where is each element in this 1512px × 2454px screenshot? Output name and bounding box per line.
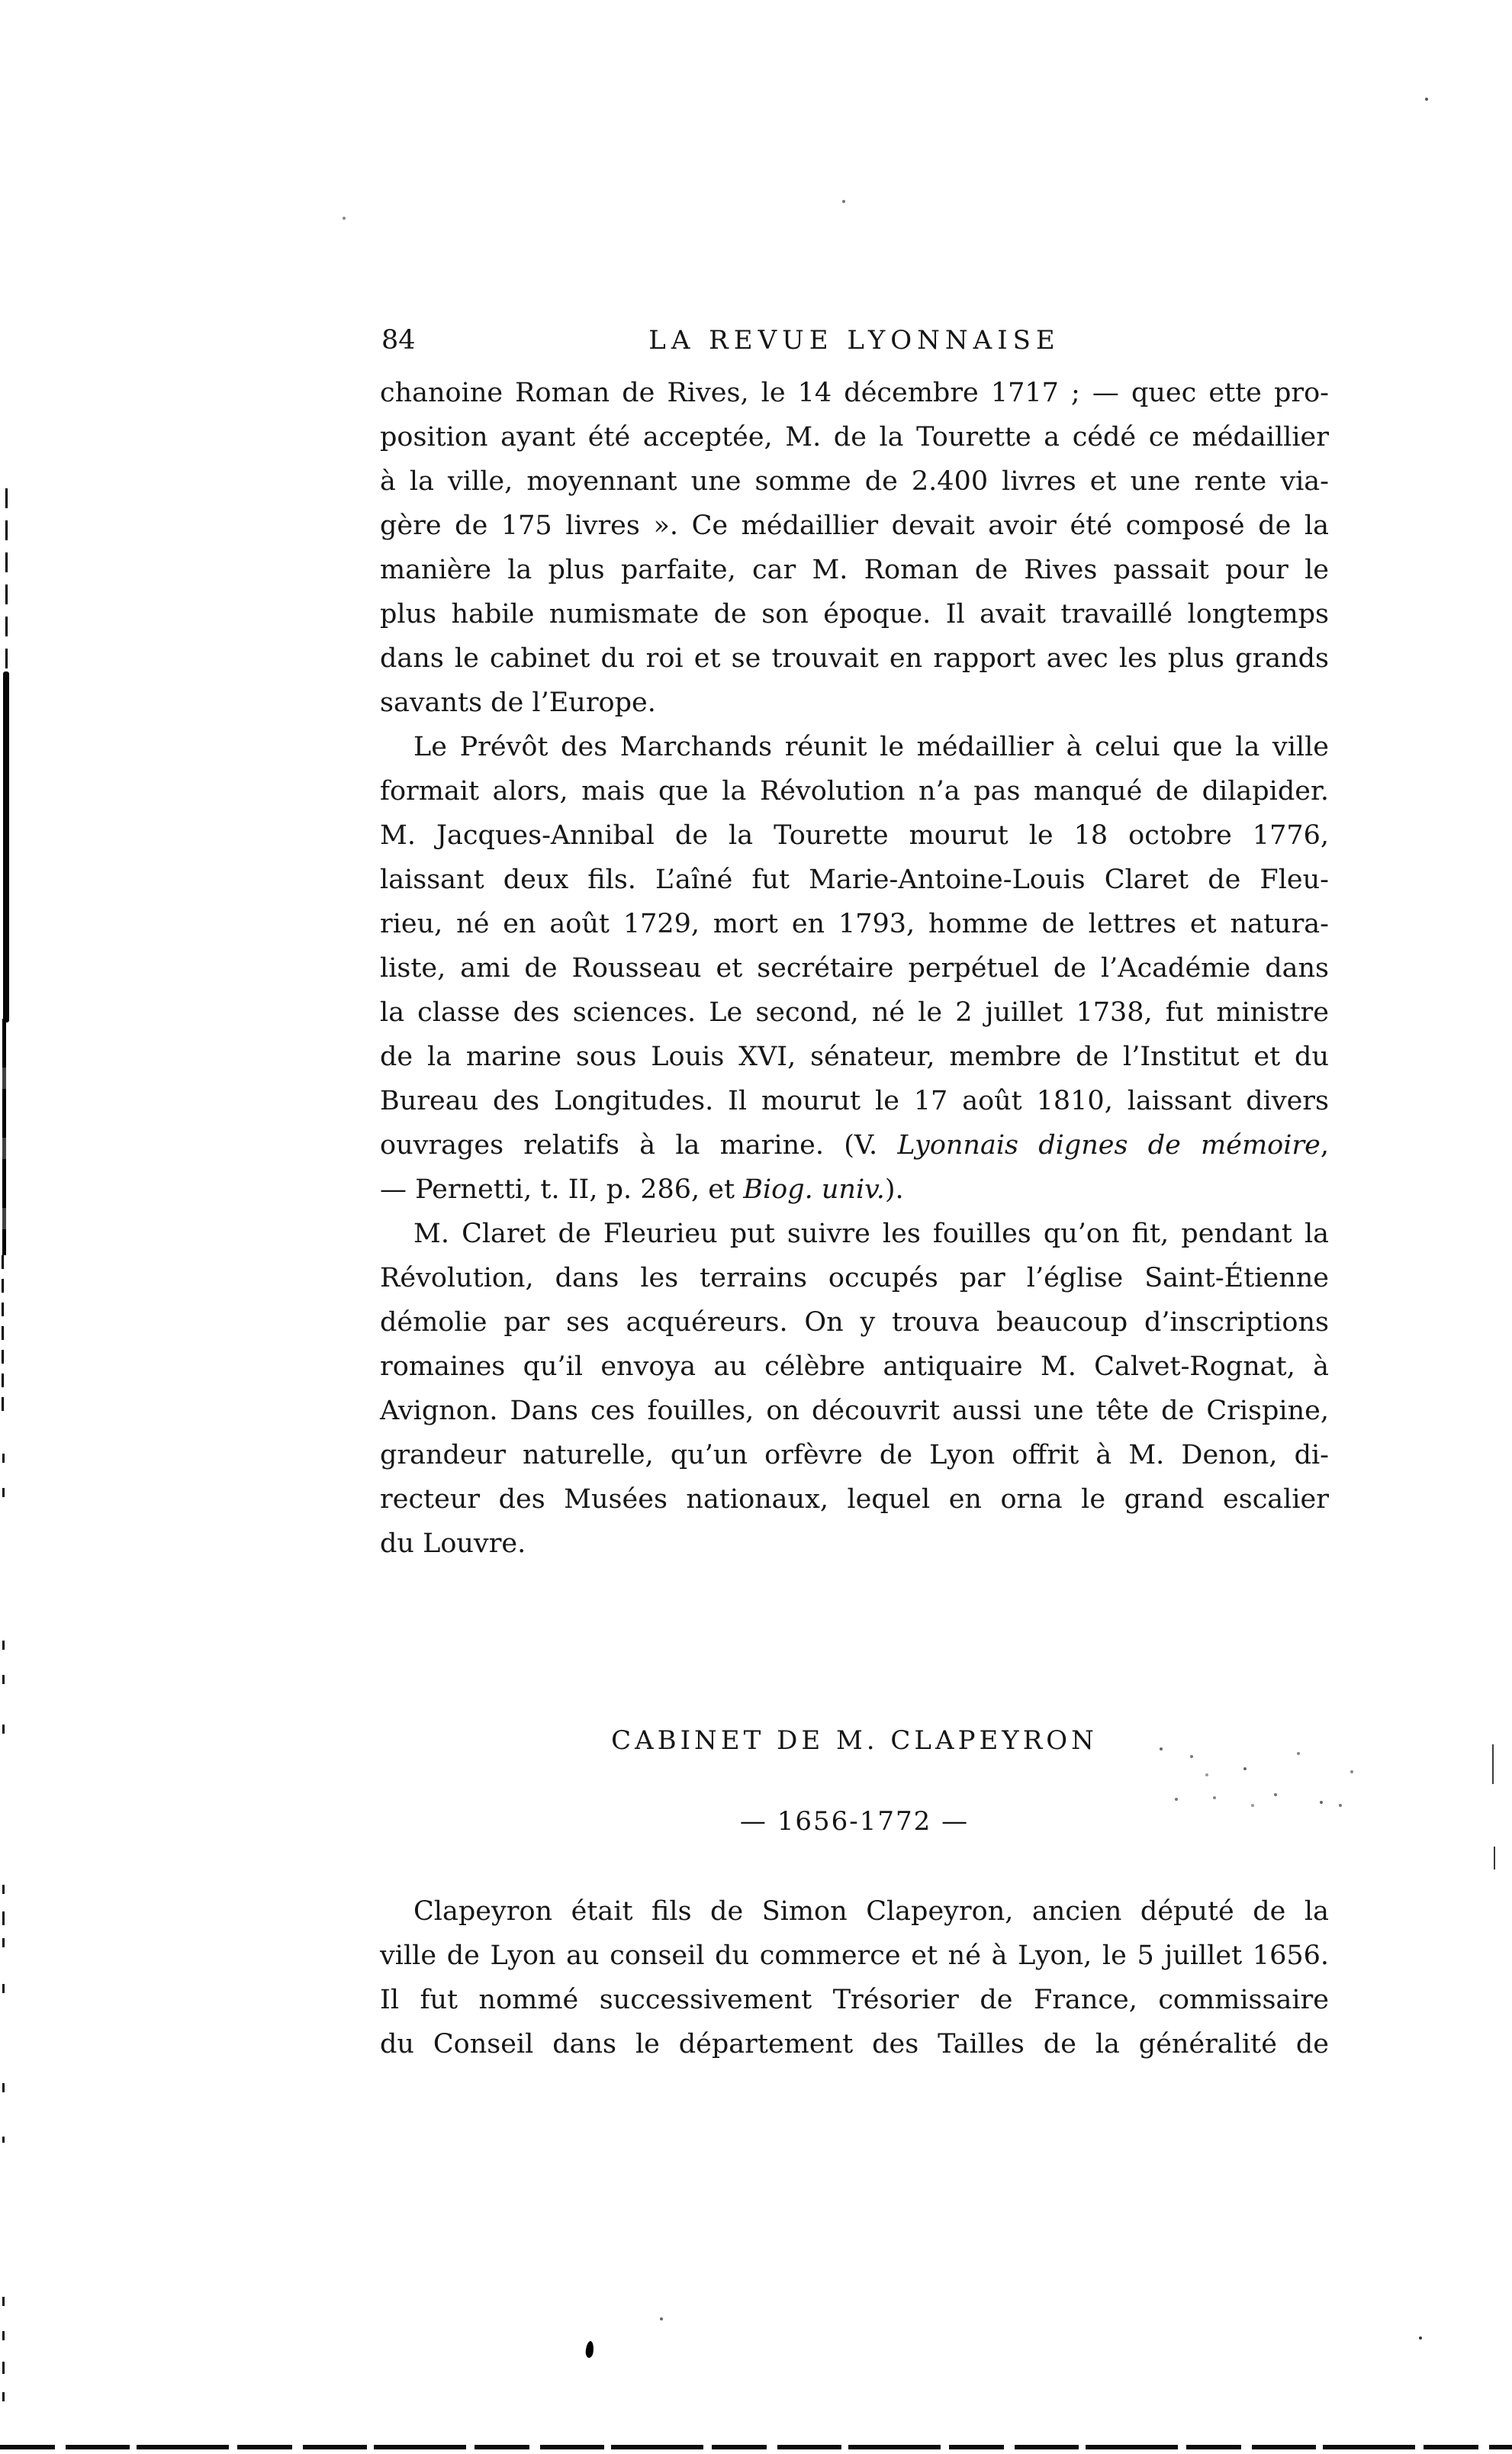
text-segment: rieu, né en août 1729, mort en 1793, homme de lettres et natura-	[380, 909, 1329, 939]
body-text	[380, 371, 1329, 2066]
text-segment: plus habile numismate de son époque. Il avait travaillé longtemps	[380, 599, 1329, 630]
scan-gutter-line	[3, 671, 9, 1022]
text-line	[380, 946, 1329, 990]
text-segment: démolie par ses acquéreurs. On y trouva beaucoup d’inscriptions	[380, 1307, 1329, 1338]
text-segment: formait alors, mais que la Révolution n’a pas manqué de dilapider.	[380, 776, 1329, 807]
text-line	[380, 1079, 1329, 1123]
text-segment: liste, ami de Rousseau et secrétaire perpétuel de l’Académie dans	[380, 953, 1329, 984]
scan-speck	[2, 1911, 5, 1925]
text-segment: position ayant été acceptée, M. de la Tourette a cédé ce médaillier	[380, 422, 1329, 452]
scan-speck	[2, 1454, 5, 1463]
scan-speck	[660, 2317, 663, 2320]
text-line	[380, 2022, 1329, 2066]
text-segment: du Louvre.	[380, 1528, 526, 1559]
paragraphs-top	[380, 371, 1329, 1566]
text-segment: — Pernetti, t. II, p. 286, et	[380, 1174, 744, 1205]
text-line	[380, 990, 1329, 1035]
page-header	[380, 324, 1329, 357]
scan-speck	[2, 1675, 5, 1684]
text-segment: ,	[1320, 1130, 1329, 1161]
text-line	[380, 1889, 1329, 1934]
paragraph	[380, 1212, 1329, 1566]
scan-speck	[2, 2137, 5, 2143]
paragraphs-bottom	[380, 1889, 1329, 2066]
text-line	[380, 1212, 1329, 1256]
text-segment: de la marine sous Louis XVI, sénateur, membre de l’Institut et du	[380, 1042, 1329, 1072]
text-segment: manière la plus parfaite, car M. Roman de Rives passait pour le	[380, 555, 1329, 585]
scan-edge-mark	[1492, 1744, 1494, 1784]
text-segment: chanoine Roman de Rives, le 14 décembre 1717 ; — quec ette pro-	[380, 378, 1329, 408]
text-segment: Clapeyron était fils de Simon Clapeyron, ancien député de la	[413, 1896, 1329, 1927]
text-segment: à la ville, moyennant une somme de 2.400 livres et une rente via-	[380, 466, 1329, 497]
journal-title: LA REVUE LYONNAISE	[648, 325, 1060, 356]
scan-speck	[2, 2362, 5, 2374]
text-line	[380, 769, 1329, 813]
text-segment: la classe des sciences. Le second, né le 2 juillet 1738, fut ministre	[380, 997, 1329, 1028]
scan-speck	[2, 1488, 5, 1497]
text-line	[380, 1256, 1329, 1300]
text-line	[380, 548, 1329, 592]
scan-speck	[2, 2392, 5, 2401]
italic-text: Lyonnais dignes de mémoire	[897, 1130, 1321, 1161]
section-heading: CABINET DE M. CLAPEYRON	[611, 1725, 1098, 1756]
scan-edge-mark	[1494, 1847, 1495, 1869]
scan-gutter-line	[2, 1019, 6, 1255]
text-line	[380, 459, 1329, 504]
paragraph	[380, 1889, 1329, 2066]
text-segment: Le Prévôt des Marchands réunit le médaillier à celui que la ville	[413, 732, 1329, 762]
text-segment: recteur des Musées nationaux, lequel en orna le grand escalier	[380, 1484, 1329, 1515]
ink-spot	[585, 2341, 594, 2359]
text-line	[380, 1167, 1329, 1212]
text-segment: dans le cabinet du roi et se trouvait en rapport avec les plus grands	[380, 643, 1329, 674]
text-segment: Révolution, dans les terrains occupés par l’église Saint-Étienne	[380, 1263, 1329, 1293]
scan-speck	[2, 2083, 5, 2092]
text-segment: Avignon. Dans ces fouilles, on découvrit aussi une tête de Crispine,	[380, 1396, 1329, 1426]
scan-speck	[1419, 2336, 1422, 2340]
text-segment: ville de Lyon au conseil du commerce et né à Lyon, le 5 juillet 1656.	[380, 1940, 1329, 1971]
scan-speck	[2, 1984, 5, 1993]
text-line	[380, 1300, 1329, 1345]
italic-text: Biog. univ.	[743, 1174, 885, 1205]
text-segment: ).	[884, 1174, 904, 1205]
text-segment: M. Claret de Fleurieu put suivre les fouilles qu’on fit, pendant la	[413, 1219, 1329, 1249]
text-segment: grandeur naturelle, qu’un orfèvre de Lyon offrit à M. Denon, di-	[380, 1440, 1329, 1470]
text-line	[380, 1389, 1329, 1433]
text-line	[380, 1978, 1329, 2022]
text-segment: M. Jacques-Annibal de la Tourette mourut le 18 octobre 1776,	[380, 820, 1329, 851]
text-line	[380, 858, 1329, 902]
text-line	[380, 1934, 1329, 1978]
scan-speck	[343, 217, 346, 220]
text-segment: gère de 175 livres ». Ce médaillier devait avoir été composé de la	[380, 510, 1329, 541]
text-line	[380, 813, 1329, 858]
section-subtitle: — 1656-1772 —	[739, 1806, 970, 1837]
text-line	[380, 504, 1329, 548]
text-segment: laissant deux fils. L’aîné fut Marie-Antoine-Louis Claret de Fleu-	[380, 865, 1329, 895]
text-line	[380, 681, 1329, 725]
text-line	[380, 1345, 1329, 1389]
scan-gutter-line	[5, 488, 8, 679]
text-line	[380, 1433, 1329, 1477]
text-segment: savants de l’Europe.	[380, 688, 656, 718]
text-line	[380, 1035, 1329, 1079]
text-line	[380, 1522, 1329, 1566]
text-line	[380, 725, 1329, 769]
text-line	[380, 371, 1329, 415]
text-segment: romaines qu’il envoya au célèbre antiquaire M. Calvet-Rognat, à	[380, 1351, 1329, 1382]
text-line	[380, 902, 1329, 946]
text-line	[380, 415, 1329, 459]
scan-speck	[2, 1641, 5, 1650]
paragraph	[380, 371, 1329, 725]
text-line	[380, 1123, 1329, 1167]
page-number: 84	[381, 325, 416, 356]
scan-bottom-line	[0, 2445, 1512, 2449]
text-segment: Il fut nommé successivement Trésorier de France, commissaire	[380, 1985, 1329, 2015]
scan-speck	[1425, 98, 1428, 101]
text-line	[380, 636, 1329, 681]
scan-speck	[2, 1725, 5, 1734]
paragraph	[380, 725, 1329, 1212]
scan-speck	[2, 1938, 5, 1947]
text-line	[380, 592, 1329, 636]
scan-gutter-line	[2, 1255, 4, 1419]
scan-speck	[2, 2331, 5, 2340]
text-segment: ouvrages relatifs à la marine. (V.	[380, 1130, 898, 1161]
scan-speck	[2, 2297, 5, 2306]
scan-speck	[842, 200, 845, 203]
scan-speck	[2, 1885, 5, 1894]
text-line	[380, 1477, 1329, 1522]
text-segment: du Conseil dans le département des Tailles de la généralité de	[380, 2029, 1329, 2059]
text-segment: Bureau des Longitudes. Il mourut le 17 août 1810, laissant divers	[380, 1086, 1329, 1116]
